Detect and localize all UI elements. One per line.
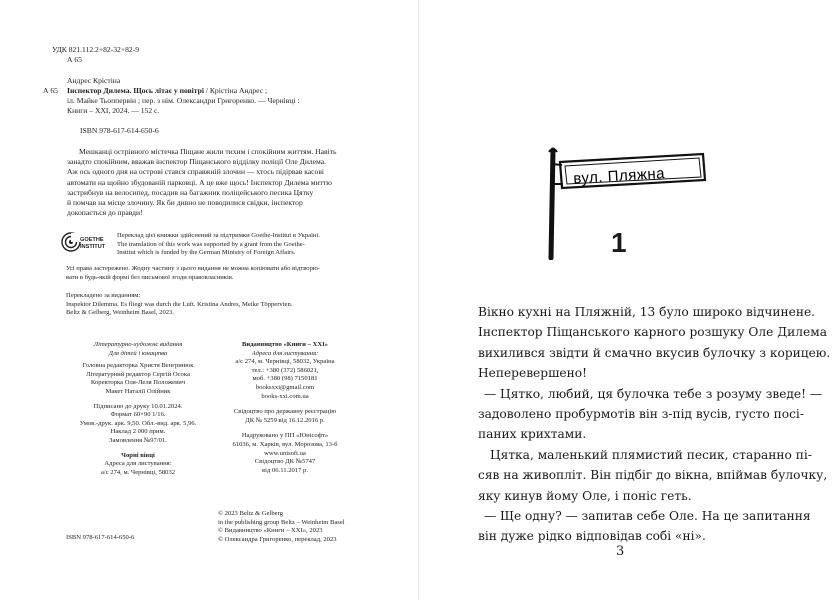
copyright-line: © 2023 Beltz & Gelberg [218, 510, 283, 517]
annotation-line: й помчав на місце злочину. Як би дивно не поводилися свідки, інспектор [67, 198, 303, 208]
credit-line: від 06.11.2017 р. [262, 466, 308, 474]
isbn-bottom: ISBN 978-617-614-650-6 [66, 534, 135, 541]
credits-left-column [66, 341, 210, 477]
original-edition [66, 292, 292, 318]
copyright-line: © Олександра Григоренко, переклад, 2023 [218, 535, 337, 543]
original-edition-line: Перекладено за виданням: [66, 292, 141, 299]
credit-line: Умов.-друк. арк. 9,50. Обл.-вид. арк. 5,96. [79, 419, 197, 427]
original-edition-line: Inspektor Dilemma. Es fliegt was durch die Luft. Kristina Andres, Meike Töppervien. [66, 300, 293, 308]
book-title: Інспектор Дилема. Щось літає у повітрі [67, 86, 204, 95]
author-name: Андрес Крістіна [67, 76, 121, 85]
copyright-block [218, 510, 345, 544]
credit-line: Свідоцтво ДК №5747 [254, 458, 316, 466]
text-line: Цятка, маленький плямистий песик, старанно пі- [490, 447, 812, 462]
credit-line: Адреса для листування: [104, 460, 172, 468]
credit-line: Адреса для листування: [251, 349, 319, 357]
catalog-line-3: Книги – ХХІ, 2024. — 152 с. [67, 106, 160, 116]
credit-line: Головна редакторка Христя Венгринюк [82, 362, 194, 370]
text-line: — Ще одну? — запитав себе Оле. На це запитання [484, 509, 811, 524]
credit-line: Літературний редактор Сергій Осока [86, 370, 190, 378]
text-line: паних крихтами. [478, 427, 587, 442]
credit-line: www.unisoft.ua [264, 449, 306, 457]
credit-line: Формат 60×90 1/16. [110, 411, 166, 419]
annotation-line: занадто спокійним, вважав інспектор Піщанського відділку поліції Оле Дилема. [67, 157, 327, 167]
goethe-line: Institut which is funded by the German Ministry of Foreign Affairs. [117, 249, 296, 257]
credit-line: Літературно-художнє видання [93, 341, 183, 348]
text-line: Вікно кухні на Пляжній, 13 було широко відчинене. [478, 305, 816, 319]
credit-line: а/с 274, м. Чернівці, 58032, Україна [235, 358, 335, 366]
copyright-line: © Видавництво «Книги – ХХІ», 2023 [218, 527, 323, 535]
rights-line: Усі права застережено. Жодну частину з цього видання не можна копіювати або відтворю- [66, 265, 320, 272]
text-line: сяв на живопліт. Він підбіг до вікна, впіймав булочку, [478, 468, 828, 483]
text-line: вихилився звідти й смачно вкусив булочку з корицею. [478, 345, 831, 360]
credit-line: ДК № 5259 від 16.12.2016 р. [245, 416, 325, 424]
text-line: він дуже рідко відповідав собі «ні». [478, 529, 706, 544]
catalog-entry [67, 86, 377, 117]
credit-line: Свідоцтво про державну реєстрацію [233, 408, 337, 416]
goethe-support-note [117, 232, 320, 258]
annotation-line: Мешканці острівного містечка Піщане жили тихим і спокійним життям. Навіть [79, 147, 337, 156]
credit-line: Макет Наталії Олійник [105, 387, 171, 395]
credit-line: Чорні вівці [121, 451, 155, 459]
text-line: Неперевершено! [478, 366, 587, 381]
rights-notice [66, 265, 320, 282]
annotation-line: докопається до правди! [67, 208, 143, 218]
original-edition-line: Beltz & Gelberg, Weinheim Basel, 2023. [66, 309, 175, 317]
copyright-line: in the publishing group Beltz – Weinheim Basel [218, 518, 345, 526]
credit-line: Підписано до друку 10.01.2024. [93, 402, 183, 410]
credits-right-column [220, 341, 350, 475]
goethe-line: The translation of this work was supported by a grant from the Goethe- [117, 240, 305, 248]
text-line: Інспектор Піщанського карного розшуку Оле Дилема [478, 325, 827, 340]
credit-line: Видавництво «Книги – ХХІ» [242, 341, 328, 348]
goethe-line: Переклад цієї книжки здійснений за підтримки Goethe-Institut в Україні. [117, 232, 320, 239]
text-line: задоволено пробурмотів він з-під вусів, густо посі- [478, 407, 804, 422]
udk-line: УДК 821.112.2+82-32+82-9 [52, 45, 140, 54]
chapter-number: 1 [611, 227, 627, 258]
annotation [67, 147, 337, 218]
street-sign-text: вул. Пляжна [572, 164, 666, 188]
catalog-line-2: іл. Майке Тьоппервін ; пер. з нім. Олександри Григоренко. — Чернівці : [67, 96, 300, 106]
page-gutter [418, 0, 419, 600]
credit-line: booksxxi@gmail.com [255, 383, 315, 391]
credit-line: Для дітей і юнацтва [108, 349, 168, 357]
rights-line: вати в будь-якій формі без письмової згоди правовласників. [66, 273, 234, 281]
credit-line: Надруковано у ПП «Юнісофт» [241, 432, 329, 440]
credit-line: Замовлення №97/01. [109, 436, 167, 444]
credit-line: тел.: +380 (372) 586021, [251, 366, 319, 374]
credit-line: Коректорка Оля-Леля Положевич [90, 379, 186, 387]
annotation-line: автомати на щойно збудованій парковці. А це вже щось! Інспектор Дилема миттю [67, 177, 332, 187]
goethe-logo-text: GOETHE INSTITUT [80, 237, 106, 250]
udk-code: А 65 [67, 55, 82, 64]
credit-line: Наклад 2 000 прим. [110, 428, 166, 436]
annotation-line: Аж ось одного дня на острові стався справжній злочин — хтось підірвав касові [67, 167, 325, 177]
page-number: 3 [616, 544, 625, 559]
credit-line: а/с 274, м. Чернівці, 58032 [100, 468, 176, 476]
text-line: яку кинув йому Оле, і поніс геть. [478, 488, 692, 503]
letter-index: А 65 [43, 86, 58, 95]
credit-line: 61036, м. Харків, вул. Морозова, 13-б [232, 440, 338, 448]
text-line: — Цятко, любий, ця булочка тебе з розуму зведе! — [484, 386, 823, 401]
chapter-text [478, 302, 831, 547]
credit-line: books-xxi.com.ua [261, 392, 309, 400]
credit-line: моб. +380 (98) 7150181 [252, 375, 318, 383]
catalog-line-1-rest: / Крістіна Андрес ; [203, 86, 268, 95]
isbn-top: ISBN 978-617-614-650-6 [80, 126, 159, 135]
annotation-line: застрибнув на велосипед, посадив на багажник поліцейського песика Цятку [67, 187, 314, 197]
